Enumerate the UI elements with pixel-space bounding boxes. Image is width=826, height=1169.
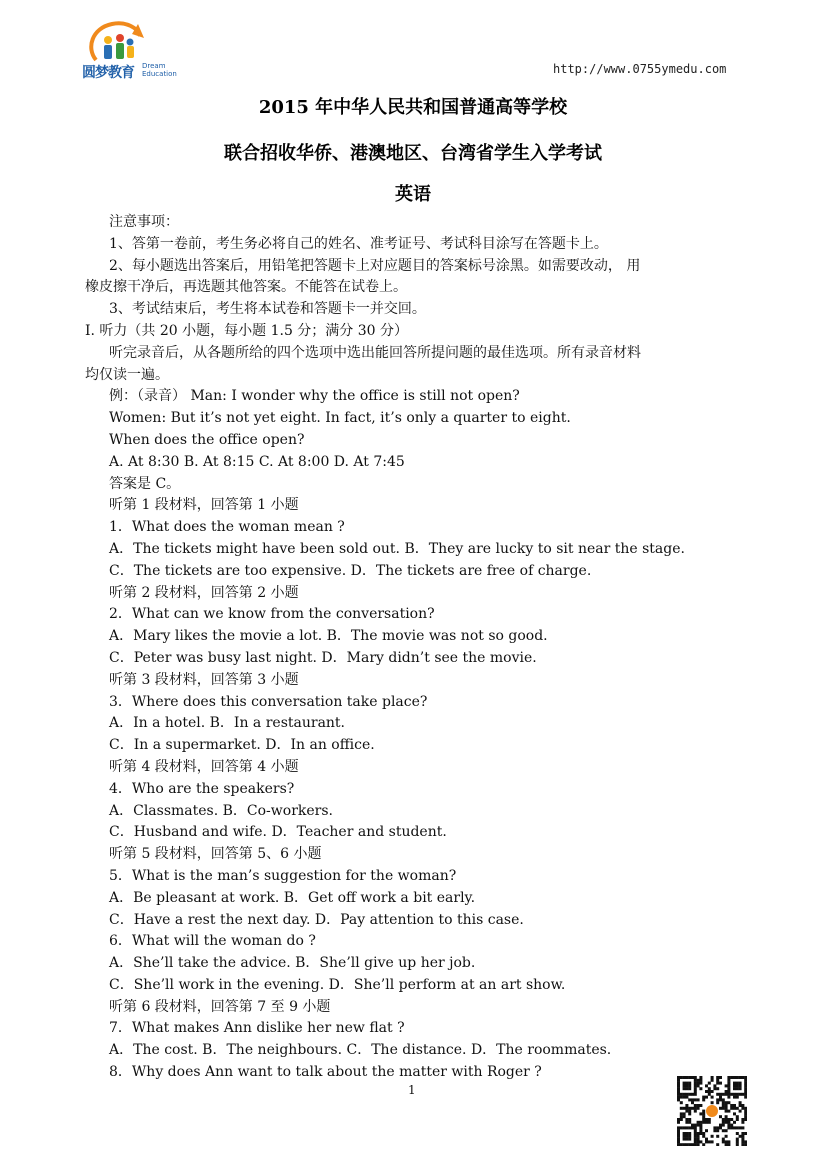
text-line: 听第 1 段材料，回答第 1 小题 [109, 497, 299, 514]
text-line: C．The tickets are too expensive. D．The tickets are free of charge. [109, 562, 592, 579]
text-line: Ⅰ. 听力（共 20 小题，每小题 1.5 分；满分 30 分） [85, 322, 409, 339]
text-line: 听第 4 段材料，回答第 4 小题 [109, 758, 299, 775]
text-line: A．Be pleasant at work. B．Get off work a bit early. [109, 889, 476, 906]
text-line: A．The cost. B．The neighbours. C．The distance. D．The roommates. [109, 1042, 612, 1059]
text-line: C．Husband and wife. D．Teacher and student. [109, 824, 447, 841]
text-line: 7．What makes Ann dislike her new flat ? [109, 1020, 405, 1037]
qr-center-logo [706, 1105, 718, 1117]
text-line: A．Classmates. B．Co-workers. [109, 802, 333, 819]
text-line: When does the office open? [109, 431, 305, 448]
text-line: A．In a hotel. B．In a restaurant. [109, 715, 346, 732]
text-line: C．Peter was busy last night. D．Mary didn’t see the movie. [109, 649, 537, 666]
text-line: 1、答第一卷前，考生务必将自己的姓名、准考证号、考试科目涂写在答题卡上。 [109, 235, 608, 252]
text-line: 听完录音后，从各题所给的四个选项中选出能回答所提问题的最佳选项。所有录音材料 [109, 344, 641, 361]
text-line: 听第 3 段材料，回答第 3 小题 [109, 671, 299, 688]
text-line: 橡皮擦干净后，再选题其他答案。不能答在试卷上。 [85, 279, 407, 296]
text-line: 听第 5 段材料，回答第 5、6 小题 [109, 846, 322, 863]
header-url[interactable]: http://www.0755ymedu.com [553, 62, 727, 76]
text-line: 听第 2 段材料，回答第 2 小题 [109, 584, 299, 601]
logo-english-text-1: Dream [142, 62, 166, 70]
text-line: C．She’ll work in the evening. D．She’ll perform at an art show. [109, 976, 566, 993]
text-line: 4．Who are the speakers? [109, 780, 295, 797]
text-line: 注意事项： [109, 214, 179, 230]
text-line: 5．What is the man’s suggestion for the woman? [109, 867, 457, 884]
text-line: 答案是 C。 [109, 475, 181, 492]
exam-title-line-1: 2015 年中华人民共和国普通高等学校 [258, 97, 568, 118]
exam-title-line-2: 联合招收华侨、港澳地区、台湾省学生入学考试 [224, 143, 602, 164]
page-number: 1 [408, 1083, 416, 1097]
text-line: 1．What does the woman mean ? [109, 519, 345, 536]
text-line: 3、考试结束后，考生将本试卷和答题卡一并交回。 [109, 301, 426, 318]
text-line: 听第 6 段材料，回答第 7 至 9 小题 [109, 998, 331, 1015]
text-line: C．Have a rest the next day. D．Pay attention to this case. [109, 911, 524, 928]
text-line: 均仅读一遍。 [85, 366, 169, 383]
text-line: C．In a supermarket. D．In an office. [109, 737, 375, 754]
logo-chinese-text: 圆梦教育 [82, 65, 134, 81]
text-line: 8．Why does Ann want to talk about the matter with Roger ? [109, 1064, 542, 1081]
text-line: 6．What will the woman do ? [109, 933, 316, 950]
text-line: Women: But it’s not yet eight. In fact, it’s only a quarter to eight. [109, 410, 571, 427]
text-line: A．She’ll take the advice. B．She’ll give up her job. [109, 955, 476, 972]
text-line: A. At 8:30 B. At 8:15 C. At 8:00 D. At 7:45 [109, 453, 405, 470]
document-body [85, 212, 745, 1084]
text-line: A．The tickets might have been sold out. B．They are lucky to sit near the stage. [109, 540, 685, 557]
qr-code [677, 1076, 747, 1146]
text-line: 例：（录音） Man: I wonder why the office is still not open? [109, 388, 520, 405]
text-line: A．Mary likes the movie a lot. B．The movie was not so good. [109, 628, 548, 645]
text-line: 3．Where does this conversation take place? [109, 693, 428, 710]
exam-subject-title: 英语 [395, 184, 431, 205]
text-line: 2．What can we know from the conversation? [109, 606, 435, 623]
text-line: 2、每小题选出答案后，用铅笔把答题卡上对应题目的答案标号涂黑。如需要改动， 用 [109, 257, 641, 274]
logo-english-text-2: Education [142, 70, 177, 78]
brand-logo [82, 18, 192, 80]
